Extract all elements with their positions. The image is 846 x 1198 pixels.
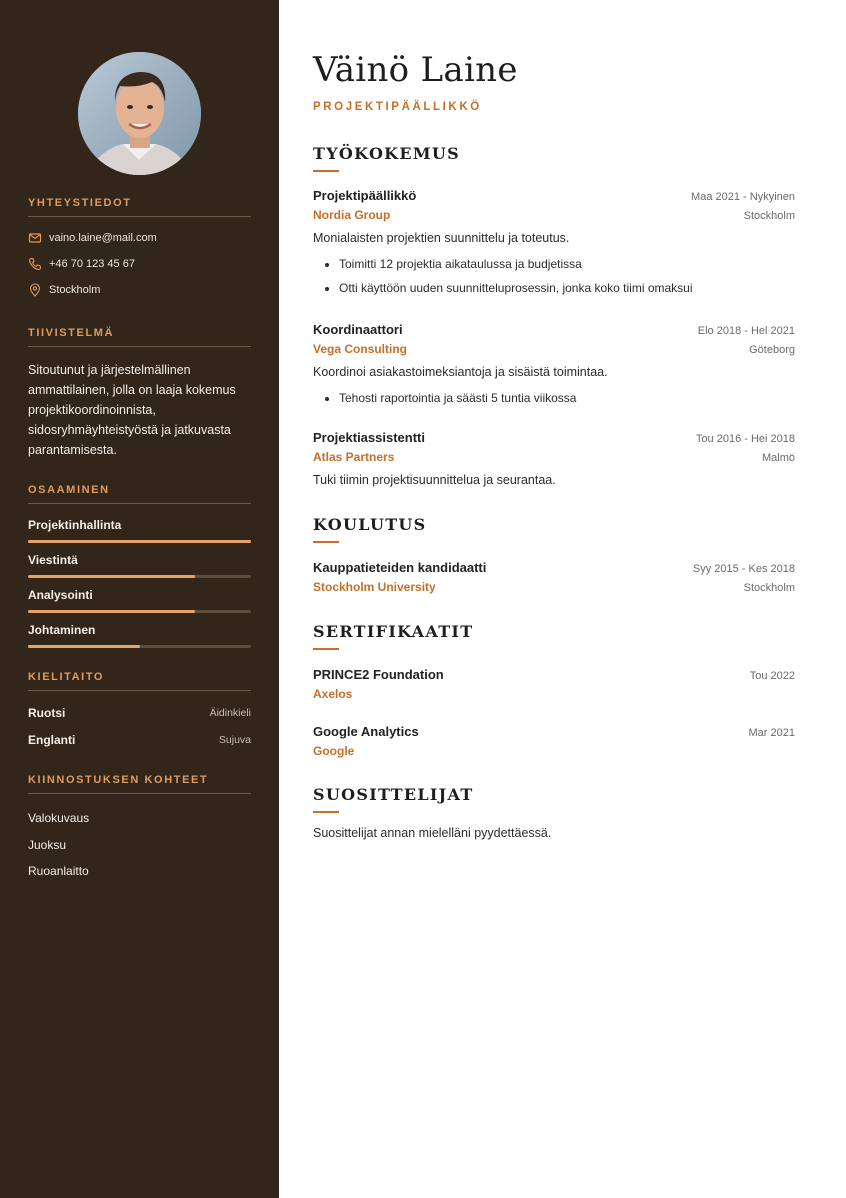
contact-email-text: vaino.laine@mail.com — [49, 232, 157, 244]
language-name: Englanti — [28, 732, 76, 747]
candidate-name: Väinö Laine — [313, 50, 518, 90]
entry-description: Koordinoi asiakastoimeksiantoja ja sisäistä toimintaa. — [313, 365, 608, 379]
interests-section — [28, 774, 251, 885]
entry-location: Göteborg — [749, 344, 795, 356]
skills-section — [28, 484, 251, 648]
language-level: Äidinkieli — [209, 706, 251, 719]
skill-fill — [28, 575, 195, 578]
skill-name: Viestintä — [28, 553, 78, 567]
entry-role: Projektipäällikkö — [313, 188, 417, 203]
skill-bar — [28, 540, 251, 543]
job-title: PROJEKTIPÄÄLLIKKÖ — [313, 101, 482, 113]
skill-item — [28, 553, 251, 578]
certification-entry — [313, 724, 795, 758]
certification-name: PRINCE2 Foundation — [313, 667, 444, 682]
entry-organization: Vega Consulting — [313, 342, 408, 356]
skill-item — [28, 623, 251, 648]
entry-location: Stockholm — [743, 210, 795, 222]
language-name: Ruotsi — [28, 705, 66, 720]
entry-organization: Atlas Partners — [313, 450, 395, 464]
contact-heading: YHTEYSTIEDOT — [28, 197, 251, 217]
skill-fill — [28, 540, 251, 543]
entry-role: Koordinaattori — [313, 322, 403, 337]
entry-bullet: • Otti käyttöön uuden suunnitteluprosessin, jonka koko tiimi omaksui — [339, 277, 795, 301]
summary-heading: TIIVISTELMÄ — [28, 327, 251, 347]
languages-section — [28, 671, 251, 753]
entry-location: Malmö — [761, 452, 795, 464]
contact-phone-text: +46 70 123 45 67 — [49, 258, 135, 270]
skill-fill — [28, 610, 195, 613]
language-level: Sujuva — [218, 733, 251, 746]
entry-dates: Tou 2016 - Hei 2018 — [695, 433, 795, 445]
mail-icon — [28, 231, 42, 245]
education-dates: Syy 2015 - Kes 2018 — [692, 563, 795, 575]
skill-name: Projektinhallinta — [28, 518, 122, 532]
experience-entry — [313, 188, 795, 300]
entry-dates: Maa 2021 - Nykyinen — [691, 191, 795, 203]
references-heading: SUOSITTELIJAT — [313, 785, 474, 813]
summary-section — [28, 327, 251, 460]
skill-bar — [28, 610, 251, 613]
entry-description: Tuki tiimin projektisuunnittelua ja seurantaa. — [313, 473, 556, 487]
languages-heading: KIELITAITO — [28, 671, 251, 691]
phone-icon — [28, 257, 42, 271]
entry-bullets — [313, 253, 795, 300]
experience-heading: TYÖKOKEMUS — [313, 144, 460, 172]
interest-item: Ruoanlaitto — [28, 864, 89, 878]
education-degree: Kauppatieteiden kandidaatti — [313, 560, 487, 575]
skill-bar — [28, 575, 251, 578]
contact-email[interactable] — [28, 225, 251, 251]
education-location: Stockholm — [743, 582, 795, 594]
certification-issuer: Axelos — [313, 687, 353, 701]
avatar-illustration — [78, 52, 201, 175]
certification-issuer: Google — [313, 744, 355, 758]
contact-location — [28, 277, 251, 303]
interest-item: Juoksu — [28, 837, 67, 852]
certifications-heading: SERTIFIKAATIT — [313, 622, 473, 650]
experience-entry — [313, 430, 795, 487]
references-text: Suosittelijat annan mielelläni pyydettäessä. — [313, 826, 552, 840]
certification-entry — [313, 667, 795, 701]
language-row — [28, 699, 251, 726]
skill-name: Johtaminen — [28, 623, 96, 637]
contact-location-text: Stockholm — [49, 284, 101, 296]
certification-date: Mar 2021 — [748, 727, 795, 739]
entry-description: Monialaisten projektien suunnittelu ja toteutus. — [313, 231, 570, 245]
contact-phone[interactable] — [28, 251, 251, 277]
profile-photo — [78, 52, 201, 175]
entry-role: Projektiassistentti — [313, 430, 425, 445]
summary-text: Sitoutunut ja järjestelmällinen ammattilainen, jolla on laaja kokemus projektikoordinoinnista, sidosryhmäyhteistyöstä ja jatkuvasta parantamisesta. — [28, 363, 236, 457]
interests-heading: KIINNOSTUKSEN KOHTEET — [28, 774, 251, 794]
skill-fill — [28, 645, 140, 648]
entry-bullets — [313, 387, 795, 411]
certification-date: Tou 2022 — [749, 670, 795, 682]
location-icon — [28, 283, 42, 297]
skill-bar — [28, 645, 251, 648]
entry-organization: Nordia Group — [313, 208, 391, 222]
interest-item: Valokuvaus — [28, 811, 90, 825]
education-school: Stockholm University — [313, 580, 436, 594]
education-entry — [313, 560, 795, 594]
contact-section — [28, 197, 251, 303]
skill-item — [28, 588, 251, 613]
skill-item — [28, 518, 251, 543]
entry-dates: Elo 2018 - Hel 2021 — [697, 325, 795, 337]
skills-heading: OSAAMINEN — [28, 484, 251, 504]
sidebar — [0, 0, 279, 1198]
experience-entry — [313, 322, 795, 411]
language-row — [28, 726, 251, 753]
skill-name: Analysointi — [28, 588, 93, 602]
certification-name: Google Analytics — [313, 724, 419, 739]
education-heading: KOULUTUS — [313, 515, 427, 543]
entry-bullet: • Tehosti raportointia ja säästi 5 tuntia viikossa — [339, 387, 795, 411]
entry-bullet: • Toimitti 12 projektia aikataulussa ja budjetissa — [339, 253, 795, 277]
